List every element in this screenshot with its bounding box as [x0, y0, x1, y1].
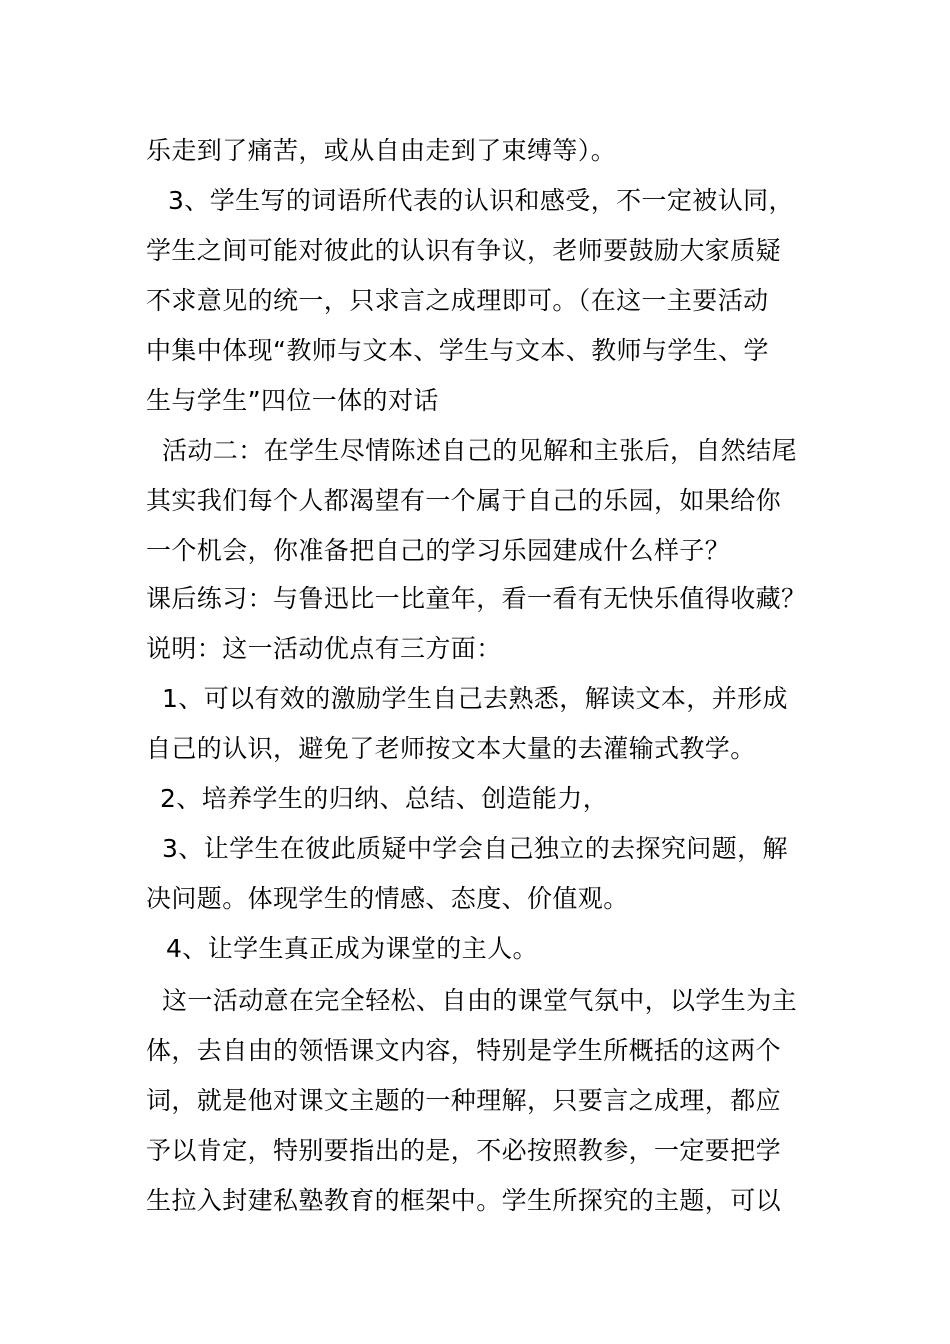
text-line: 课后练习：与鲁迅比一比童年，看一看有无快乐值得收藏？	[146, 584, 807, 613]
text-line: 3、学生写的词语所代表的认识和感受，不一定被认同，	[168, 186, 794, 215]
text-line: 词，就是他对课文主题的一种理解，只要言之成理，都应	[146, 1086, 782, 1115]
text-line: 决问题。体现学生的情感、态度、价值观。	[146, 884, 629, 913]
text-line: 3、让学生在彼此质疑中学会自己独立的去探究问题，解	[162, 834, 788, 863]
text-line: 不求意见的统一，只求言之成理即可。（在这一主要活动	[146, 286, 769, 315]
text-line: 自己的认识，避免了老师按文本大量的去灌输式教学。	[146, 734, 756, 763]
text-line: 4、让学生真正成为课堂的主人。	[166, 934, 538, 963]
text-line: 中集中体现“教师与文本、学生与文本、教师与学生、学	[146, 336, 769, 365]
text-line: 乐走到了痛苦，或从自由走到了束缚等）。	[146, 136, 617, 165]
text-line: 一个机会，你准备把自己的学习乐园建成什么样子？	[146, 536, 731, 565]
text-line: 说明：这一活动优点有三方面：	[146, 634, 502, 663]
text-line: 活动二：在学生尽情陈述自己的见解和主张后，自然结尾	[162, 436, 798, 465]
text-line: 体，去自由的领悟课文内容，特别是学生所概括的这两个	[146, 1036, 782, 1065]
text-line: 1、可以有效的激励学生自己去熟悉，解读文本，并形成	[162, 684, 788, 713]
text-line: 学生之间可能对彼此的认识有争议，老师要鼓励大家质疑	[146, 236, 782, 265]
text-line: 予以肯定，特别要指出的是，不必按照教参，一定要把学	[146, 1136, 782, 1165]
text-line: 生与学生”四位一体的对话	[146, 386, 439, 415]
text-line: 生拉入封建私塾教育的框架中。学生所探究的主题，可以	[146, 1186, 782, 1215]
text-line: 这一活动意在完全轻松、自由的课堂气氛中，以学生为主	[162, 986, 798, 1015]
text-line: 2、培养学生的归纳、总结、创造能力，	[160, 784, 609, 813]
text-line: 其实我们每个人都渴望有一个属于自己的乐园，如果给你	[146, 486, 782, 515]
